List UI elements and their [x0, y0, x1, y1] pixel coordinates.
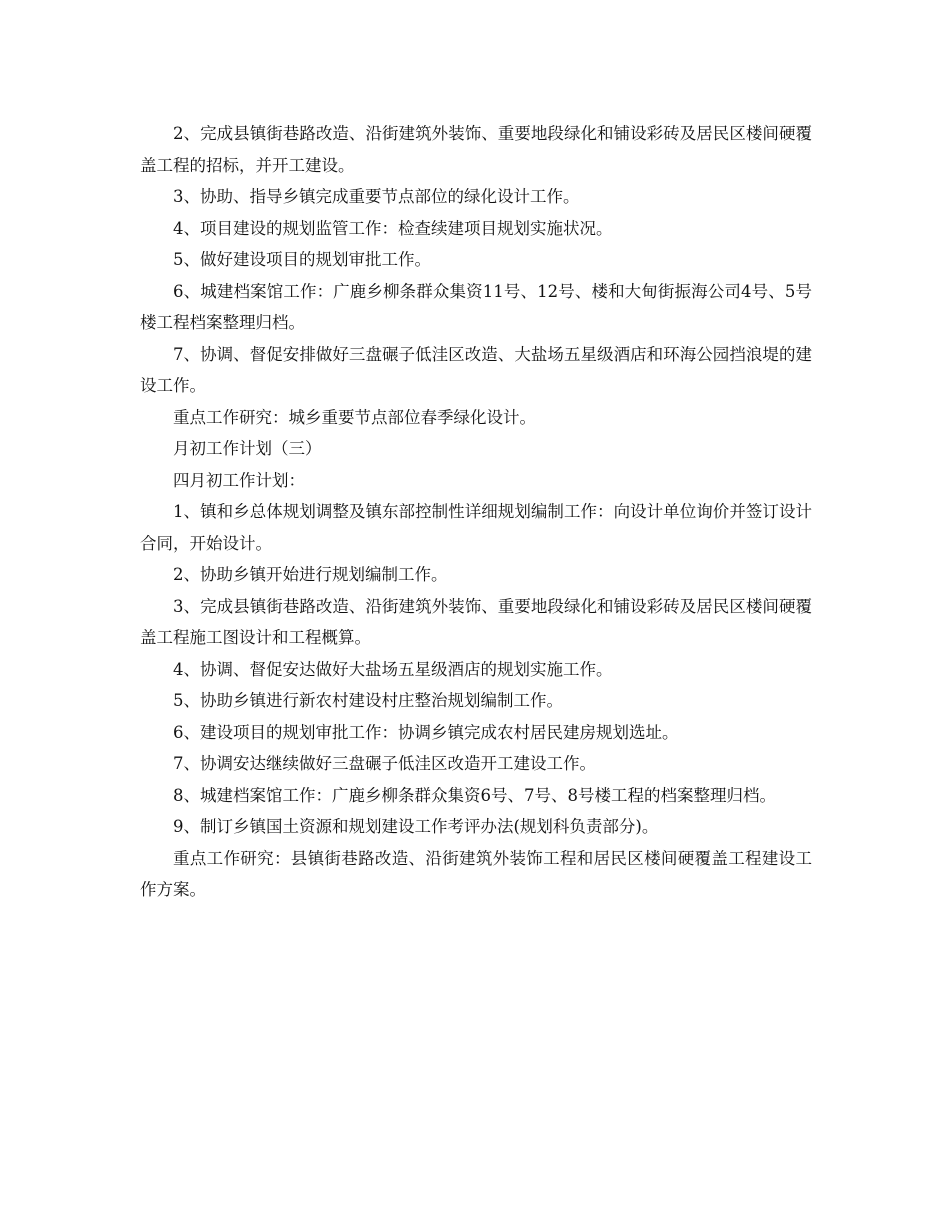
- paragraph-april-item-8: 8、城建档案馆工作：广鹿乡柳条群众集资6号、7号、8号楼工程的档案整理归档。: [173, 785, 776, 805]
- paragraph-april-item-9: 9、制订乡镇国土资源和规划建设工作考评办法(规划科负责部分)。: [173, 817, 659, 836]
- paragraph-item-2-tender: 2、完成县镇街巷路改造、沿街建筑外装饰、重要地段绿化和铺设彩砖及居民区楼间硬覆盖工程的招标，并开工建设。: [140, 124, 812, 175]
- paragraph-item-6-archives: 6、城建档案馆工作：广鹿乡柳条群众集资11号、12号、楼和大甸街振海公司4号、5号楼工程档案整理归档。: [140, 281, 812, 332]
- paragraph-april-item-4: 4、协调、督促安达做好大盐场五星级酒店的规划实施工作。: [173, 659, 613, 679]
- paragraph-april-item-7: 7、协调安达继续做好三盘碾子低洼区改造开工建设工作。: [173, 754, 596, 773]
- section-heading-plan-three: 月初工作计划（三）: [173, 439, 322, 458]
- paragraph-april-key-research: 重点工作研究：县镇街巷路改造、沿街建筑外装饰工程和居民区楼间硬覆盖工程建设工作方案。: [140, 848, 812, 899]
- document-body: [140, 118, 812, 906]
- paragraph-april-item-2: 2、协助乡镇开始进行规划编制工作。: [173, 565, 448, 584]
- paragraph-item-4-supervision: 4、项目建设的规划监管工作：检查续建项目规划实施状况。: [173, 218, 613, 238]
- section-heading-april-plan: 四月初工作计划：: [173, 470, 305, 490]
- paragraph-april-item-6: 6、建设项目的规划审批工作：协调乡镇完成农村居民建房规划选址。: [173, 722, 679, 742]
- paragraph-april-item-3: 3、完成县镇街巷路改造、沿街建筑外装饰、重要地段绿化和铺设彩砖及居民区楼间硬覆盖工程施工图设计和工程概算。: [140, 596, 812, 647]
- paragraph-key-research: 重点工作研究：城乡重要节点部位春季绿化设计。: [173, 407, 536, 427]
- paragraph-april-item-5: 5、协助乡镇进行新农村建设村庄整治规划编制工作。: [173, 691, 563, 710]
- paragraph-item-5-approval: 5、做好建设项目的规划审批工作。: [173, 250, 431, 269]
- paragraph-item-3-greening-design: 3、协助、指导乡镇完成重要节点部位的绿化设计工作。: [173, 187, 580, 206]
- paragraph-april-item-1: 1、镇和乡总体规划调整及镇东部控制性详细规划编制工作：向设计单位询价并签订设计合同，开始设计。: [140, 502, 812, 553]
- paragraph-item-7-coordination: 7、协调、督促安排做好三盘碾子低洼区改造、大盐场五星级酒店和环海公园挡浪堤的建设工作。: [140, 344, 812, 395]
